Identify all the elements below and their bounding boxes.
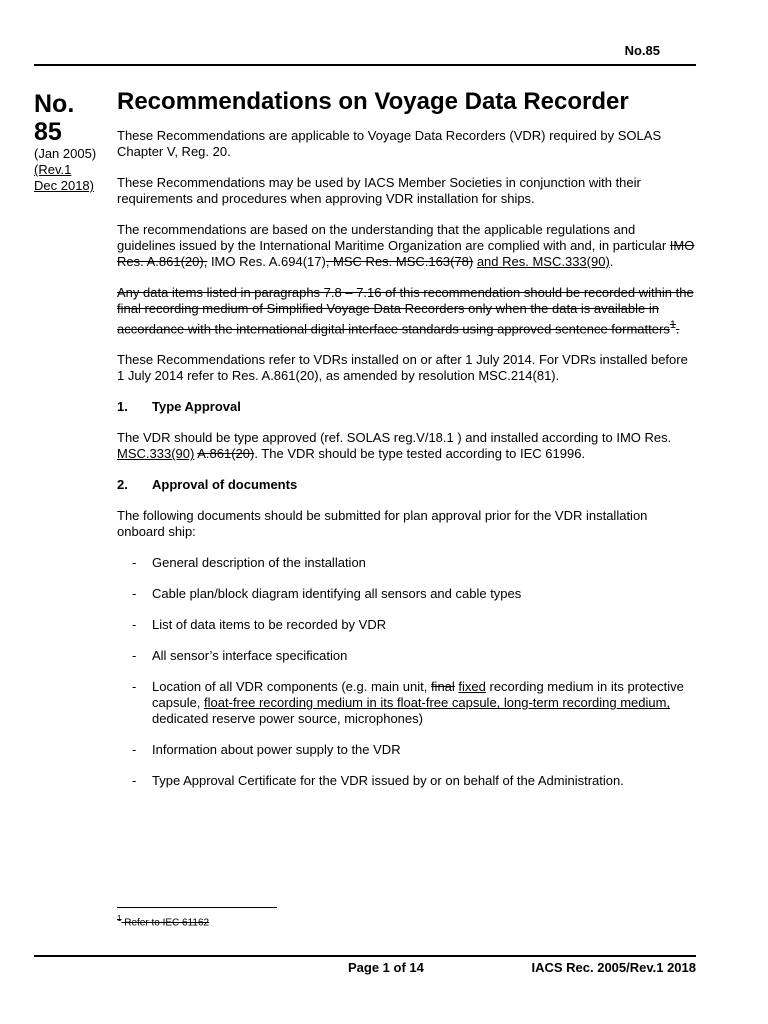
i5-text-c: recording medium in its protective capsule, <box>152 679 684 711</box>
main-content <box>117 88 697 804</box>
list-dash: - <box>132 679 137 695</box>
paragraph-3 <box>117 222 697 270</box>
paragraph-4 <box>117 285 697 337</box>
footnote-text: Refer to IEC 61162 <box>121 917 210 929</box>
side-date: (Jan 2005) <box>34 146 97 161</box>
list-item-text: Cable plan/block diagram identifying all sensors and cable types <box>152 586 522 602</box>
header-rule <box>34 64 696 66</box>
i5-text-a: Location of all VDR components (e.g. main unit, <box>152 679 431 695</box>
i5-text-d: dedicated reserve power source, microphones) <box>152 711 423 727</box>
section-2-title: Approval of documents <box>152 477 298 493</box>
side-rev-line1: (Rev.1 <box>34 162 72 177</box>
p3-text-d: . <box>609 254 614 269</box>
list-dash: - <box>132 648 137 664</box>
p3-underline: and Res. MSC.333(90) <box>476 254 610 269</box>
list-item <box>117 617 697 633</box>
side-no-label: No. <box>34 90 75 118</box>
list-dash: - <box>132 586 137 602</box>
p4-strike: Any data items listed in paragraphs 7.8 – 7.16 of this recommendation should be recorded within the final recording medium of Simplified Voyage Data Recorders only when the data is available in accordance with the international digital interface standards using approved sentence formatters <box>117 285 694 337</box>
list-item <box>117 586 697 602</box>
header-number: No.85 <box>624 43 660 58</box>
footnote <box>117 914 209 928</box>
p4-end: . <box>675 321 680 337</box>
p4-footnote-ref[interactable]: 1 <box>669 319 676 331</box>
side-panel <box>34 90 112 194</box>
s1-text-c: . The VDR should be type tested according to IEC 61996. <box>254 446 586 462</box>
i5-underline-1: fixed <box>458 679 486 695</box>
s1-strike: A.861(20) <box>197 446 255 462</box>
s1-text-a: The VDR should be type approved (ref. SOLAS reg.V/18.1 ) and installed according to IMO Res. <box>117 430 672 446</box>
paragraph-1: These Recommendations are applicable to Voyage Data Recorders (VDR) required by SOLAS Chapter V, Reg. 20. <box>117 128 662 159</box>
p3-strike-2: , MSC Res. MSC.163(78) <box>325 254 474 269</box>
paragraph-5: These Recommendations refer to VDRs installed on or after 1 July 2014. For VDRs installed before 1 July 2014 refer to Res. A.861(20), as amended by resolution MSC.214(81). <box>117 352 688 384</box>
footer-rec-id: IACS Rec. 2005/Rev.1 2018 <box>531 960 696 975</box>
section-1-heading <box>117 399 697 415</box>
page-title: Recommendations on Voyage Data Recorder <box>117 88 629 115</box>
list-item <box>117 773 697 789</box>
section-1-title: Type Approval <box>152 399 241 415</box>
p3-strike-1: IMO Res. A.861(20), <box>117 238 695 269</box>
list-item <box>117 555 697 571</box>
list-dash: - <box>132 773 137 789</box>
section-1-text <box>117 430 697 462</box>
list-item-text: List of data items to be recorded by VDR <box>152 617 387 633</box>
footer-page-number: Page 1 of 14 <box>348 960 424 975</box>
list-item-text: All sensor’s interface specification <box>152 648 348 664</box>
section-2-heading <box>117 477 697 493</box>
paragraph-2: These Recommendations may be used by IACS Member Societies in conjunction with their requirements and procedures when approving VDR installation for ships. <box>117 175 641 206</box>
footnote-rule <box>117 907 277 908</box>
list-dash: - <box>132 617 137 633</box>
list-item-text: General description of the installation <box>152 555 366 571</box>
p3-text-a: The recommendations are based on the understanding that the applicable regulations and guidelines issued by the International Maritime Organization are complied with and, in particular <box>117 222 670 253</box>
p3-text-b: IMO Res. A.694(17) <box>207 254 326 269</box>
list-item-text: Information about power supply to the VDR <box>152 742 401 758</box>
side-no-value: 85 <box>34 118 62 146</box>
section-2-number: 2. <box>117 477 128 493</box>
section-1-number: 1. <box>117 399 128 415</box>
list-item <box>117 679 697 727</box>
list-item-text: Type Approval Certificate for the VDR issued by or on behalf of the Administration. <box>152 773 624 789</box>
list-item <box>117 648 697 664</box>
footnote-number: 1 <box>117 914 122 923</box>
document-list <box>117 555 697 789</box>
list-item <box>117 742 697 758</box>
footer-rule <box>34 955 696 957</box>
section-2-intro: The following documents should be submitted for plan approval prior for the VDR installation onboard ship: <box>117 508 648 540</box>
list-dash: - <box>132 555 137 571</box>
i5-underline-2: float-free recording medium in its float-free capsule, long-term recording medium, <box>204 695 671 711</box>
side-rev-line2: Dec 2018) <box>34 178 94 193</box>
i5-strike: final <box>430 679 455 695</box>
list-dash: - <box>132 742 137 758</box>
s1-underline: MSC.333(90) <box>117 446 195 462</box>
